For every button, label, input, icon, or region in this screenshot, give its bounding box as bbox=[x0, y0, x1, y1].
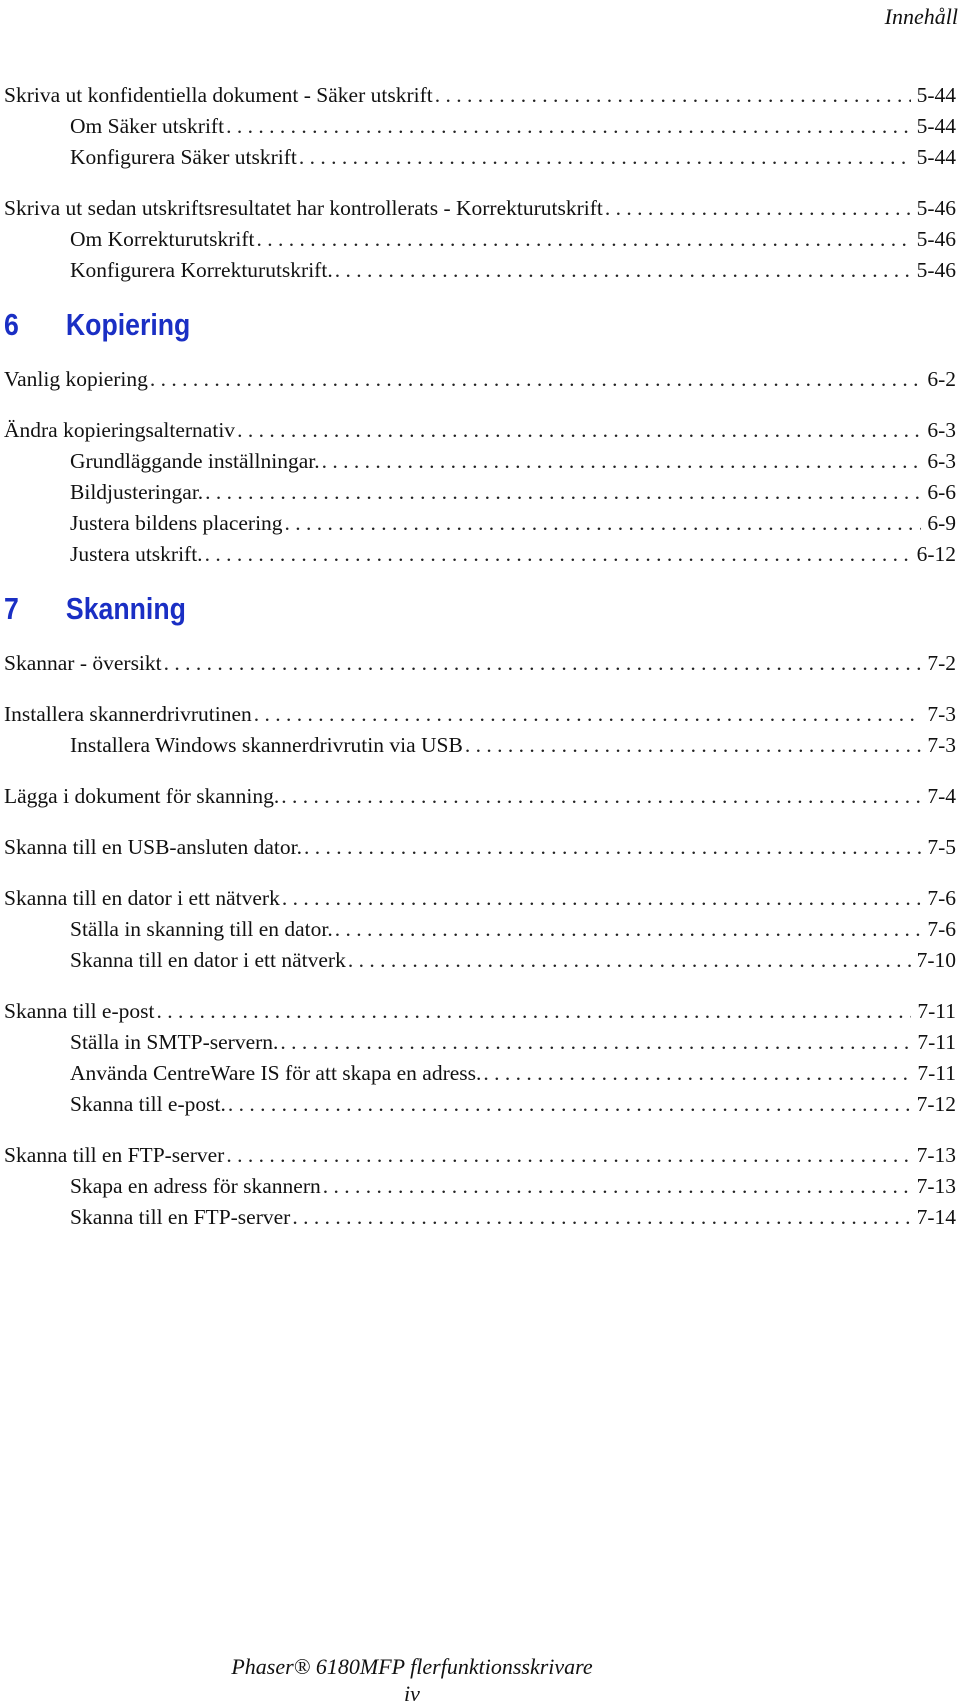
toc-entry-label: Skannar - översikt bbox=[4, 651, 162, 675]
toc-entry-label: Skriva ut konfidentiella dokument - Säker utskrift bbox=[4, 83, 433, 107]
toc-entry-scan-to-network-computer-sub[interactable] bbox=[4, 945, 956, 976]
toc-entry-basic-settings[interactable] bbox=[4, 446, 956, 477]
toc-entry-image-placement[interactable] bbox=[4, 508, 956, 539]
chapter-heading-copying[interactable] bbox=[4, 286, 823, 364]
toc-entry-page: 7-13 bbox=[916, 1174, 956, 1198]
toc-entry-label: Använda CentreWare IS för att skapa en adress. bbox=[70, 1061, 482, 1085]
dot-leader bbox=[257, 224, 911, 255]
toc-entry-image-adjustments[interactable] bbox=[4, 477, 956, 508]
toc-entry-page: 7-3 bbox=[927, 733, 956, 757]
toc-entry-proof-print[interactable] bbox=[4, 193, 956, 224]
toc-entry-page: 7-11 bbox=[917, 1030, 956, 1054]
toc-entry-page: 6-2 bbox=[927, 367, 956, 391]
toc-entry-page: 7-12 bbox=[916, 1092, 956, 1116]
toc-entry-scan-to-email-sub[interactable] bbox=[4, 1089, 956, 1120]
toc-entry-page: 7-11 bbox=[917, 1061, 956, 1085]
dot-leader bbox=[605, 193, 911, 224]
dot-leader bbox=[435, 80, 911, 111]
toc-entry-configure-proof-print[interactable] bbox=[4, 255, 956, 286]
toc-entry-page: 6-9 bbox=[927, 511, 956, 535]
dot-leader bbox=[254, 699, 922, 730]
toc-entry-label: Lägga i dokument för skanning. bbox=[4, 784, 280, 808]
chapter-number: 6 bbox=[4, 307, 19, 342]
dot-leader bbox=[299, 142, 911, 173]
page-footer bbox=[0, 1654, 892, 1708]
toc-entry-page: 7-5 bbox=[927, 835, 956, 859]
dot-leader bbox=[465, 730, 921, 761]
toc-entry-page: 7-10 bbox=[916, 948, 956, 972]
toc-entry-label: Skanna till en dator i ett nätverk bbox=[70, 948, 346, 972]
toc-entry-label: Bildjusteringar. bbox=[70, 480, 204, 504]
toc-entry-label: Skapa en adress för skannern bbox=[70, 1174, 321, 1198]
dot-leader bbox=[335, 255, 911, 286]
toc-entry-page: 7-6 bbox=[927, 886, 956, 910]
toc-entry-setup-smtp[interactable] bbox=[4, 1027, 956, 1058]
dot-leader bbox=[322, 446, 922, 477]
toc-entry-label: Konfigurera Säker utskrift bbox=[70, 145, 297, 169]
dot-leader bbox=[348, 945, 911, 976]
chapter-heading-scanning[interactable] bbox=[4, 570, 823, 648]
toc-entry-label: Justera bildens placering bbox=[70, 511, 283, 535]
dot-leader bbox=[237, 415, 921, 446]
toc-entry-label: Skanna till en USB-ansluten dator. bbox=[4, 835, 302, 859]
chapter-title: Kopiering bbox=[65, 307, 191, 342]
toc-entry-scan-to-email[interactable] bbox=[4, 996, 956, 1027]
dot-leader bbox=[205, 539, 911, 570]
toc-entry-create-scanner-address[interactable] bbox=[4, 1171, 956, 1202]
dot-leader bbox=[281, 781, 921, 812]
toc-entry-scan-to-network-computer[interactable] bbox=[4, 883, 956, 914]
toc-entry-page: 6-3 bbox=[927, 418, 956, 442]
toc-entry-configure-secure-print[interactable] bbox=[4, 142, 956, 173]
toc-entry-copy-options[interactable] bbox=[4, 415, 956, 446]
toc-entry-label: Konfigurera Korrekturutskrift. bbox=[70, 258, 333, 282]
toc-entry-page: 5-46 bbox=[916, 196, 956, 220]
toc-entry-about-proof-print[interactable] bbox=[4, 224, 956, 255]
toc-entry-label: Installera Windows skannerdrivrutin via USB bbox=[70, 733, 463, 757]
toc-entry-page: 5-46 bbox=[916, 227, 956, 251]
toc-entry-page: 7-4 bbox=[927, 784, 956, 808]
chapter-number: 7 bbox=[4, 591, 19, 626]
toc-entry-page: 6-12 bbox=[916, 542, 956, 566]
toc-entry-label: Vanlig kopiering bbox=[4, 367, 148, 391]
footer-product-name: Phaser® 6180MFP flerfunktionsskrivare bbox=[231, 1654, 593, 1679]
toc-entry-label: Skriva ut sedan utskriftsresultatet har kontrollerats - Korrekturutskrift bbox=[4, 196, 603, 220]
dot-leader bbox=[205, 477, 921, 508]
dot-leader bbox=[483, 1058, 911, 1089]
toc-entry-secure-print[interactable] bbox=[4, 80, 956, 111]
toc-entry-page: 7-14 bbox=[916, 1205, 956, 1229]
toc-entry-label: Skanna till en dator i ett nätverk bbox=[4, 886, 280, 910]
toc-entry-page: 6-3 bbox=[927, 449, 956, 473]
toc-entry-label: Justera utskrift. bbox=[70, 542, 203, 566]
toc-entry-label: Ställa in skanning till en dator. bbox=[70, 917, 333, 941]
dot-leader bbox=[164, 648, 922, 679]
toc-entry-install-windows-driver-usb[interactable] bbox=[4, 730, 956, 761]
running-header-title: Innehåll bbox=[884, 4, 958, 29]
dot-leader bbox=[226, 111, 911, 142]
toc-entry-label: Ställa in SMTP-servern. bbox=[70, 1030, 279, 1054]
toc-entry-page: 5-44 bbox=[916, 114, 956, 138]
toc-entry-centreware-address[interactable] bbox=[4, 1058, 956, 1089]
toc-entry-page: 5-44 bbox=[916, 83, 956, 107]
dot-leader bbox=[280, 1027, 911, 1058]
toc-entry-page: 6-6 bbox=[927, 480, 956, 504]
dot-leader bbox=[282, 883, 921, 914]
footer-page-number: iv bbox=[404, 1681, 420, 1706]
toc-entry-page: 7-3 bbox=[927, 702, 956, 726]
toc-entry-label: Ändra kopieringsalternativ bbox=[4, 418, 236, 442]
toc-entry-label: Grundläggande inställningar. bbox=[70, 449, 320, 473]
dot-leader bbox=[156, 996, 911, 1027]
dot-leader bbox=[285, 508, 922, 539]
dot-leader bbox=[150, 364, 921, 395]
toc-entry-page: 5-46 bbox=[916, 258, 956, 282]
toc-entry-scanning-overview[interactable] bbox=[4, 648, 956, 679]
toc-entry-label: Om Korrekturutskrift bbox=[70, 227, 255, 251]
dot-leader bbox=[226, 1140, 910, 1171]
toc-entry-page: 5-44 bbox=[916, 145, 956, 169]
table-of-contents bbox=[4, 80, 956, 1233]
toc-entry-page: 7-2 bbox=[927, 651, 956, 675]
toc-entry-about-secure-print[interactable] bbox=[4, 111, 956, 142]
toc-entry-page: 7-11 bbox=[917, 999, 956, 1023]
dot-leader bbox=[292, 1202, 910, 1233]
chapter-title: Skanning bbox=[65, 591, 186, 626]
dot-leader bbox=[335, 914, 922, 945]
toc-entry-scan-to-usb-computer[interactable] bbox=[4, 832, 956, 863]
toc-entry-basic-copying[interactable] bbox=[4, 364, 956, 395]
toc-entry-label: Skanna till e-post. bbox=[70, 1092, 226, 1116]
toc-entry-scan-to-ftp-sub[interactable] bbox=[4, 1202, 956, 1233]
toc-entry-label: Skanna till e-post bbox=[4, 999, 155, 1023]
toc-entry-page: 7-6 bbox=[927, 917, 956, 941]
toc-entry-label: Skanna till en FTP-server bbox=[70, 1205, 291, 1229]
toc-entry-label: Skanna till en FTP-server bbox=[4, 1143, 225, 1167]
dot-leader bbox=[228, 1089, 911, 1120]
toc-entry-setup-scan-to-computer[interactable] bbox=[4, 914, 956, 945]
toc-entry-label: Installera skannerdrivrutinen bbox=[4, 702, 252, 726]
toc-entry-label: Om Säker utskrift bbox=[70, 114, 225, 138]
toc-entry-output-adjustments[interactable] bbox=[4, 539, 956, 570]
toc-entry-load-documents[interactable] bbox=[4, 781, 956, 812]
dot-leader bbox=[323, 1171, 911, 1202]
dot-leader bbox=[304, 832, 921, 863]
toc-entry-install-scanner-driver[interactable] bbox=[4, 699, 956, 730]
toc-entry-scan-to-ftp[interactable] bbox=[4, 1140, 956, 1171]
toc-entry-page: 7-13 bbox=[916, 1143, 956, 1167]
